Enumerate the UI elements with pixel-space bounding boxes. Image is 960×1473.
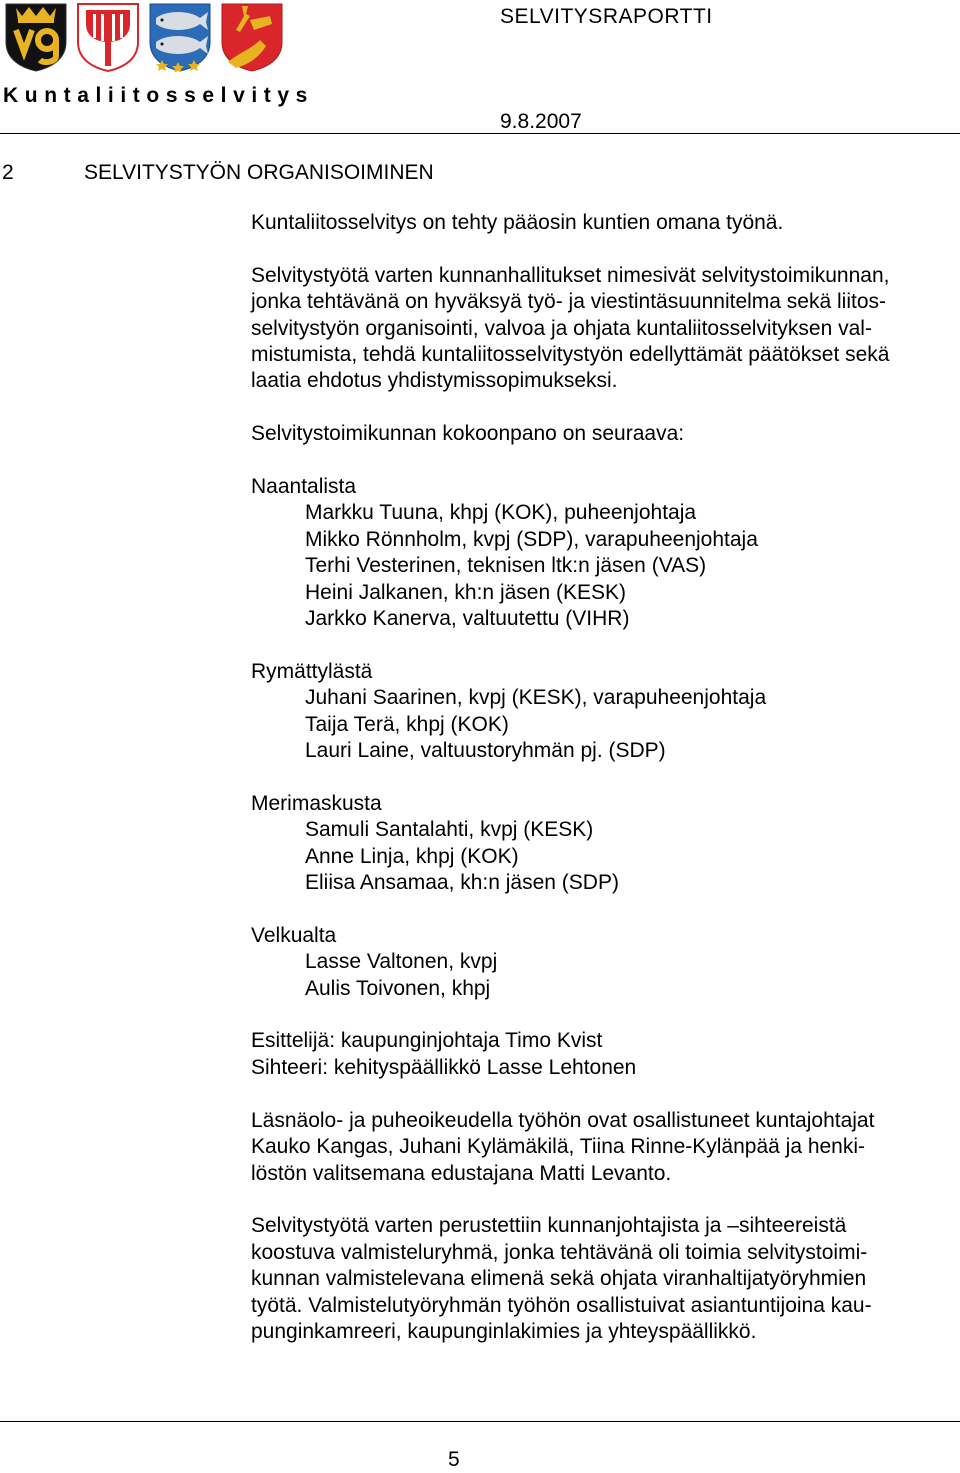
section-title: SELVITYSTYÖN ORGANISOIMINEN <box>84 161 434 184</box>
rymattyla-crest-icon <box>76 2 140 72</box>
committee-member: Mikko Rönnholm, kvpj (SDP), varapuheenjohtaja <box>305 527 758 551</box>
paragraph-line: koostuva valmisteluryhmä, jonka tehtävänä oli toimia selvitystoimi- <box>251 1240 868 1264</box>
paragraph-line: löstön valitsemana edustajana Matti Levanto. <box>251 1161 672 1185</box>
section-number: 2 <box>2 161 14 184</box>
paragraph-line: Kauko Kangas, Juhani Kylämäkilä, Tiina Rinne-Kylänpää ja henki- <box>251 1135 866 1159</box>
paragraph-line: Selvitystyötä varten kunnanhallitukset nimesivät selvitystoimikunnan, <box>251 263 890 287</box>
municipality-name: Rymättylästä <box>251 659 373 683</box>
paragraph-line: Selvitystyötä varten perustettiin kunnanjohtajista ja –sihteereistä <box>251 1214 847 1238</box>
paragraph-line: selvitystyön organisointi, valvoa ja ohjata kuntaliitosselvityksen val- <box>251 316 872 340</box>
intro-paragraph: Kuntaliitosselvitys on tehty pääosin kuntien omana työnä. <box>251 211 784 234</box>
roles-paragraph <box>251 1028 951 1081</box>
committee-member: Eliisa Ansamaa, kh:n jäsen (SDP) <box>305 871 619 895</box>
paragraph-line: punginkamreeri, kaupunginlakimies ja yhteyspäällikkö. <box>251 1319 757 1343</box>
paragraph-line: työtä. Valmistelutyöryhmän työhön osallistuivat asiantuntijoina kau- <box>251 1293 872 1317</box>
preparation-paragraph <box>251 1213 951 1345</box>
committee-member: Samuli Santalahti, kvpj (KESK) <box>305 818 594 842</box>
committee-member: Juhani Saarinen, kvpj (KESK), varapuheenjohtaja <box>305 686 767 710</box>
municipality-name: Naantalista <box>251 475 357 499</box>
paragraph-line: mistumista, tehdä kuntaliitosselvitystyön edellyttämät päätökset sekä <box>251 343 890 367</box>
composition-paragraph: Selvitystoimikunnan kokoonpano on seuraava: <box>251 422 685 446</box>
committee-member: Jarkko Kanerva, valtuutettu (VIHR) <box>305 607 630 631</box>
footer-divider <box>0 1421 960 1422</box>
section-heading <box>2 161 434 185</box>
header-divider <box>0 133 960 134</box>
municipality-name: Merimaskusta <box>251 791 382 815</box>
municipality-group <box>251 923 951 1002</box>
committee-member: Heini Jalkanen, kh:n jäsen (KESK) <box>305 580 626 604</box>
body-content <box>251 210 951 1345</box>
attendance-paragraph <box>251 1108 951 1187</box>
paragraph-line: kunnan valmistelevana elimenä sekä ohjata viranhaltijatyöryhmien <box>251 1267 867 1291</box>
merimasku-crest-icon <box>148 2 212 72</box>
municipality-group <box>251 791 951 897</box>
committee-member: Anne Linja, khpj (KOK) <box>305 844 519 868</box>
report-title: SELVITYSRAPORTTI <box>500 5 713 28</box>
paragraph-line: jonka tehtävänä on hyväksyä työ- ja viestintäsuunnitelma sekä liitos- <box>251 290 887 314</box>
committee-paragraph <box>251 263 951 395</box>
committee-member: Aulis Toivonen, khpj <box>305 976 491 1000</box>
velkua-crest-icon <box>220 2 284 72</box>
presenter-line: Esittelijä: kaupunginjohtaja Timo Kvist <box>251 1029 603 1053</box>
committee-member: Terhi Vesterinen, teknisen ltk:n jäsen (VAS) <box>305 554 707 578</box>
committee-member: Lasse Valtonen, kvpj <box>305 950 498 974</box>
municipality-name: Velkualta <box>251 923 337 947</box>
page-number: 5 <box>448 1448 460 1471</box>
municipal-crests <box>4 2 284 72</box>
committee-member: Taija Terä, khpj (KOK) <box>305 712 509 736</box>
municipality-group <box>251 474 951 632</box>
report-date: 9.8.2007 <box>500 110 582 133</box>
committee-member: Markku Tuuna, khpj (KOK), puheenjohtaja <box>305 501 697 525</box>
municipality-group <box>251 659 951 765</box>
committee-member: Lauri Laine, valtuustoryhmän pj. (SDP) <box>305 739 666 763</box>
naantali-crest-icon <box>4 2 68 72</box>
secretary-line: Sihteeri: kehityspäällikkö Lasse Lehtonen <box>251 1055 637 1079</box>
paragraph-line: Läsnäolo- ja puheoikeudella työhön ovat osallistuneet kuntajohtajat <box>251 1108 875 1132</box>
paragraph-line: laatia ehdotus yhdistymissopimukseksi. <box>251 369 618 393</box>
report-series-title: Kuntaliitosselvitys <box>3 84 314 107</box>
